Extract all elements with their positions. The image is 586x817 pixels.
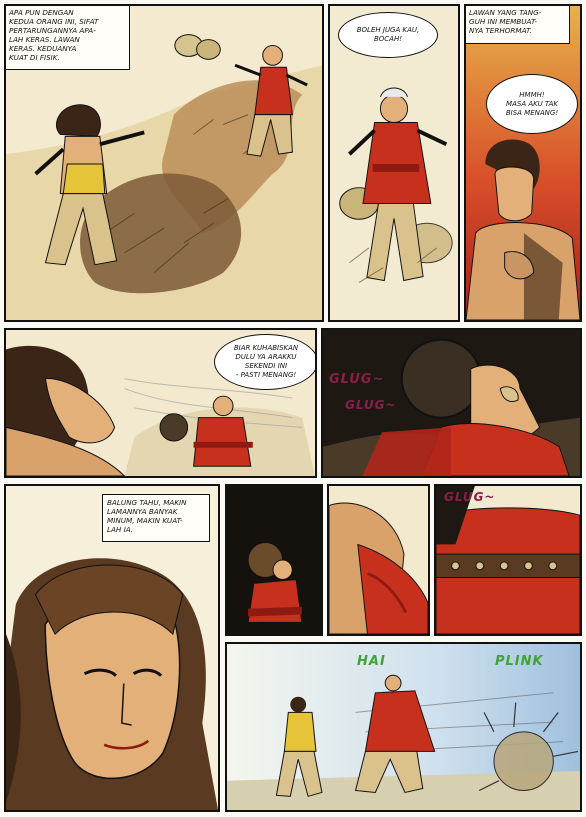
panel-1-fight — [4, 4, 324, 322]
panel-9-sfx-glug: GLUG~ — [444, 490, 496, 504]
panel-4-wide-shot — [4, 328, 317, 478]
panel-6-hero-face — [4, 484, 220, 812]
panel-7-artwork — [227, 486, 321, 634]
panel-3-speech-balloon: HMMH! MASA AKU TAK BISA MENANG! — [486, 74, 578, 134]
panel-9-belt-closeup — [434, 484, 582, 636]
panel-10-sfx-plink: PLINK — [495, 654, 544, 669]
panel-3-hero-closeup — [464, 4, 582, 322]
panel-5-drinking — [321, 328, 582, 478]
panel-6-caption: BALUNG TAHU, MAKIN LAMANNYA BANYAK MINUM, MAKIN KUAT- LAH IA. — [102, 494, 210, 542]
panel-2-speech-balloon: BOLEH JUGA KAU, BOCAH! — [338, 12, 438, 58]
panel-8-artwork — [329, 486, 428, 634]
panel-3-artwork — [466, 6, 580, 320]
panel-5-sfx-glug-2: GLUG~ — [345, 398, 397, 412]
panel-10-action — [225, 642, 582, 812]
panel-2-old-fighter — [328, 4, 460, 322]
panel-7-drinking-dark — [225, 484, 323, 636]
panel-9-artwork — [436, 486, 580, 634]
panel-8-cape-closeup — [327, 484, 430, 636]
panel-4-speech-balloon: BIAR KUHABISKAN DULU YA ARAKKU SEKENDI INI - PASTI MENANG! — [214, 334, 317, 390]
panel-1-caption: APA PUN DENGAN KEDUA ORANG INI, SIFAT PERTARUNGANNYA APA- LAH KERAS. LAWAN KERAS. KEDUANYA KUAT DI FISIK. — [4, 4, 130, 70]
panel-5-sfx-glug-1: GLUG~ — [329, 372, 385, 387]
panel-10-sfx-hai: HAI — [357, 654, 386, 669]
panel-3-caption: LAWAN YANG TANG- GUH INI MEMBUAT- NYA TERHORMAT. — [464, 4, 570, 44]
